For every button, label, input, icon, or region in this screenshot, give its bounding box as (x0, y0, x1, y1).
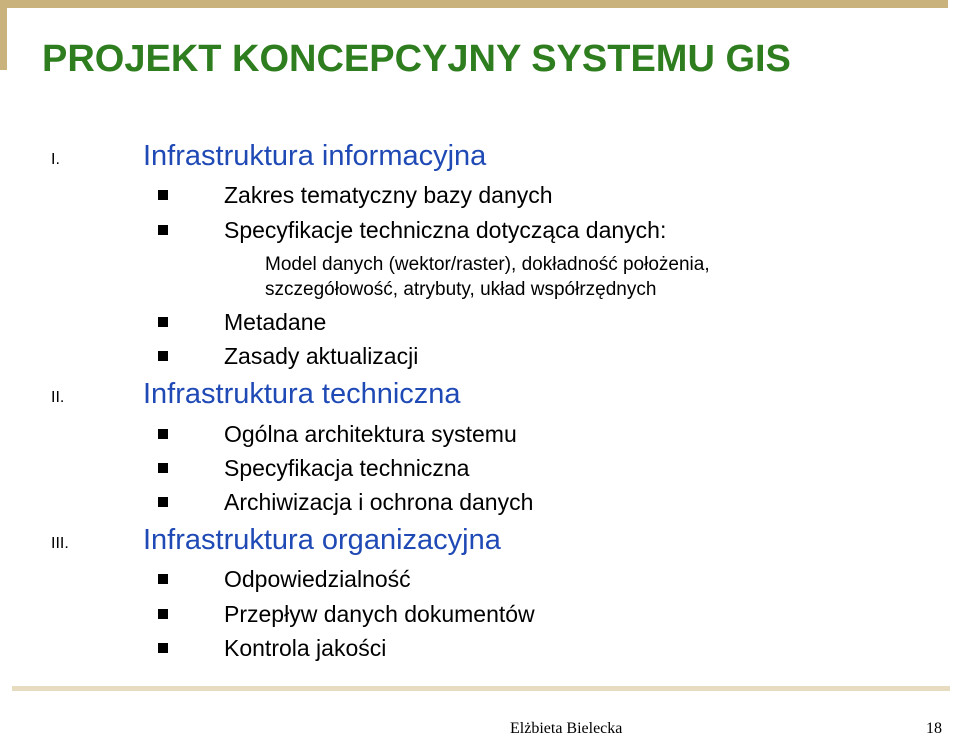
section-number: II. (51, 389, 65, 406)
list-item-label: Metadane (224, 309, 327, 335)
list-item-label: Ogólna architektura systemu (224, 421, 517, 447)
square-bullet-icon (158, 643, 168, 653)
slide-title: PROJEKT KONCEPCYJNY SYSTEMU GIS (42, 38, 791, 80)
list-item-label: Zasady aktualizacji (224, 343, 419, 369)
section-heading: Infrastruktura techniczna (143, 378, 461, 410)
footer-divider (12, 686, 950, 691)
section-number: I. (51, 151, 60, 168)
square-bullet-icon (158, 463, 168, 473)
square-bullet-icon (158, 190, 168, 200)
list-item-label: Specyfikacja techniczna (224, 455, 470, 481)
square-bullet-icon (158, 225, 168, 235)
list-item-label: Przepływ danych dokumentów (224, 601, 535, 627)
sub-item-line: szczegółowość, atrybuty, układ współrzędnych (265, 279, 657, 300)
square-bullet-icon (158, 609, 168, 619)
sub-item-line: Model danych (wektor/raster), dokładność położenia, (265, 254, 710, 275)
list-item-label: Specyfikacje techniczna dotycząca danych: (224, 217, 667, 243)
list-item-label: Archiwizacja i ochrona danych (224, 489, 534, 515)
list-item-label: Odpowiedzialność (224, 566, 411, 592)
list-item-label: Zakres tematyczny bazy danych (224, 182, 553, 208)
page-number: 18 (926, 720, 942, 737)
slide-frame-left (0, 0, 7, 70)
square-bullet-icon (158, 497, 168, 507)
list-item-label: Kontrola jakości (224, 635, 387, 661)
footer-author: Elżbieta Bielecka (510, 720, 623, 737)
section-heading: Infrastruktura organizacyjna (143, 524, 501, 556)
square-bullet-icon (158, 317, 168, 327)
section-number: III. (51, 535, 69, 552)
slide-frame-top (0, 0, 948, 8)
square-bullet-icon (158, 351, 168, 361)
section-heading: Infrastruktura informacyjna (143, 140, 487, 172)
square-bullet-icon (158, 429, 168, 439)
square-bullet-icon (158, 574, 168, 584)
